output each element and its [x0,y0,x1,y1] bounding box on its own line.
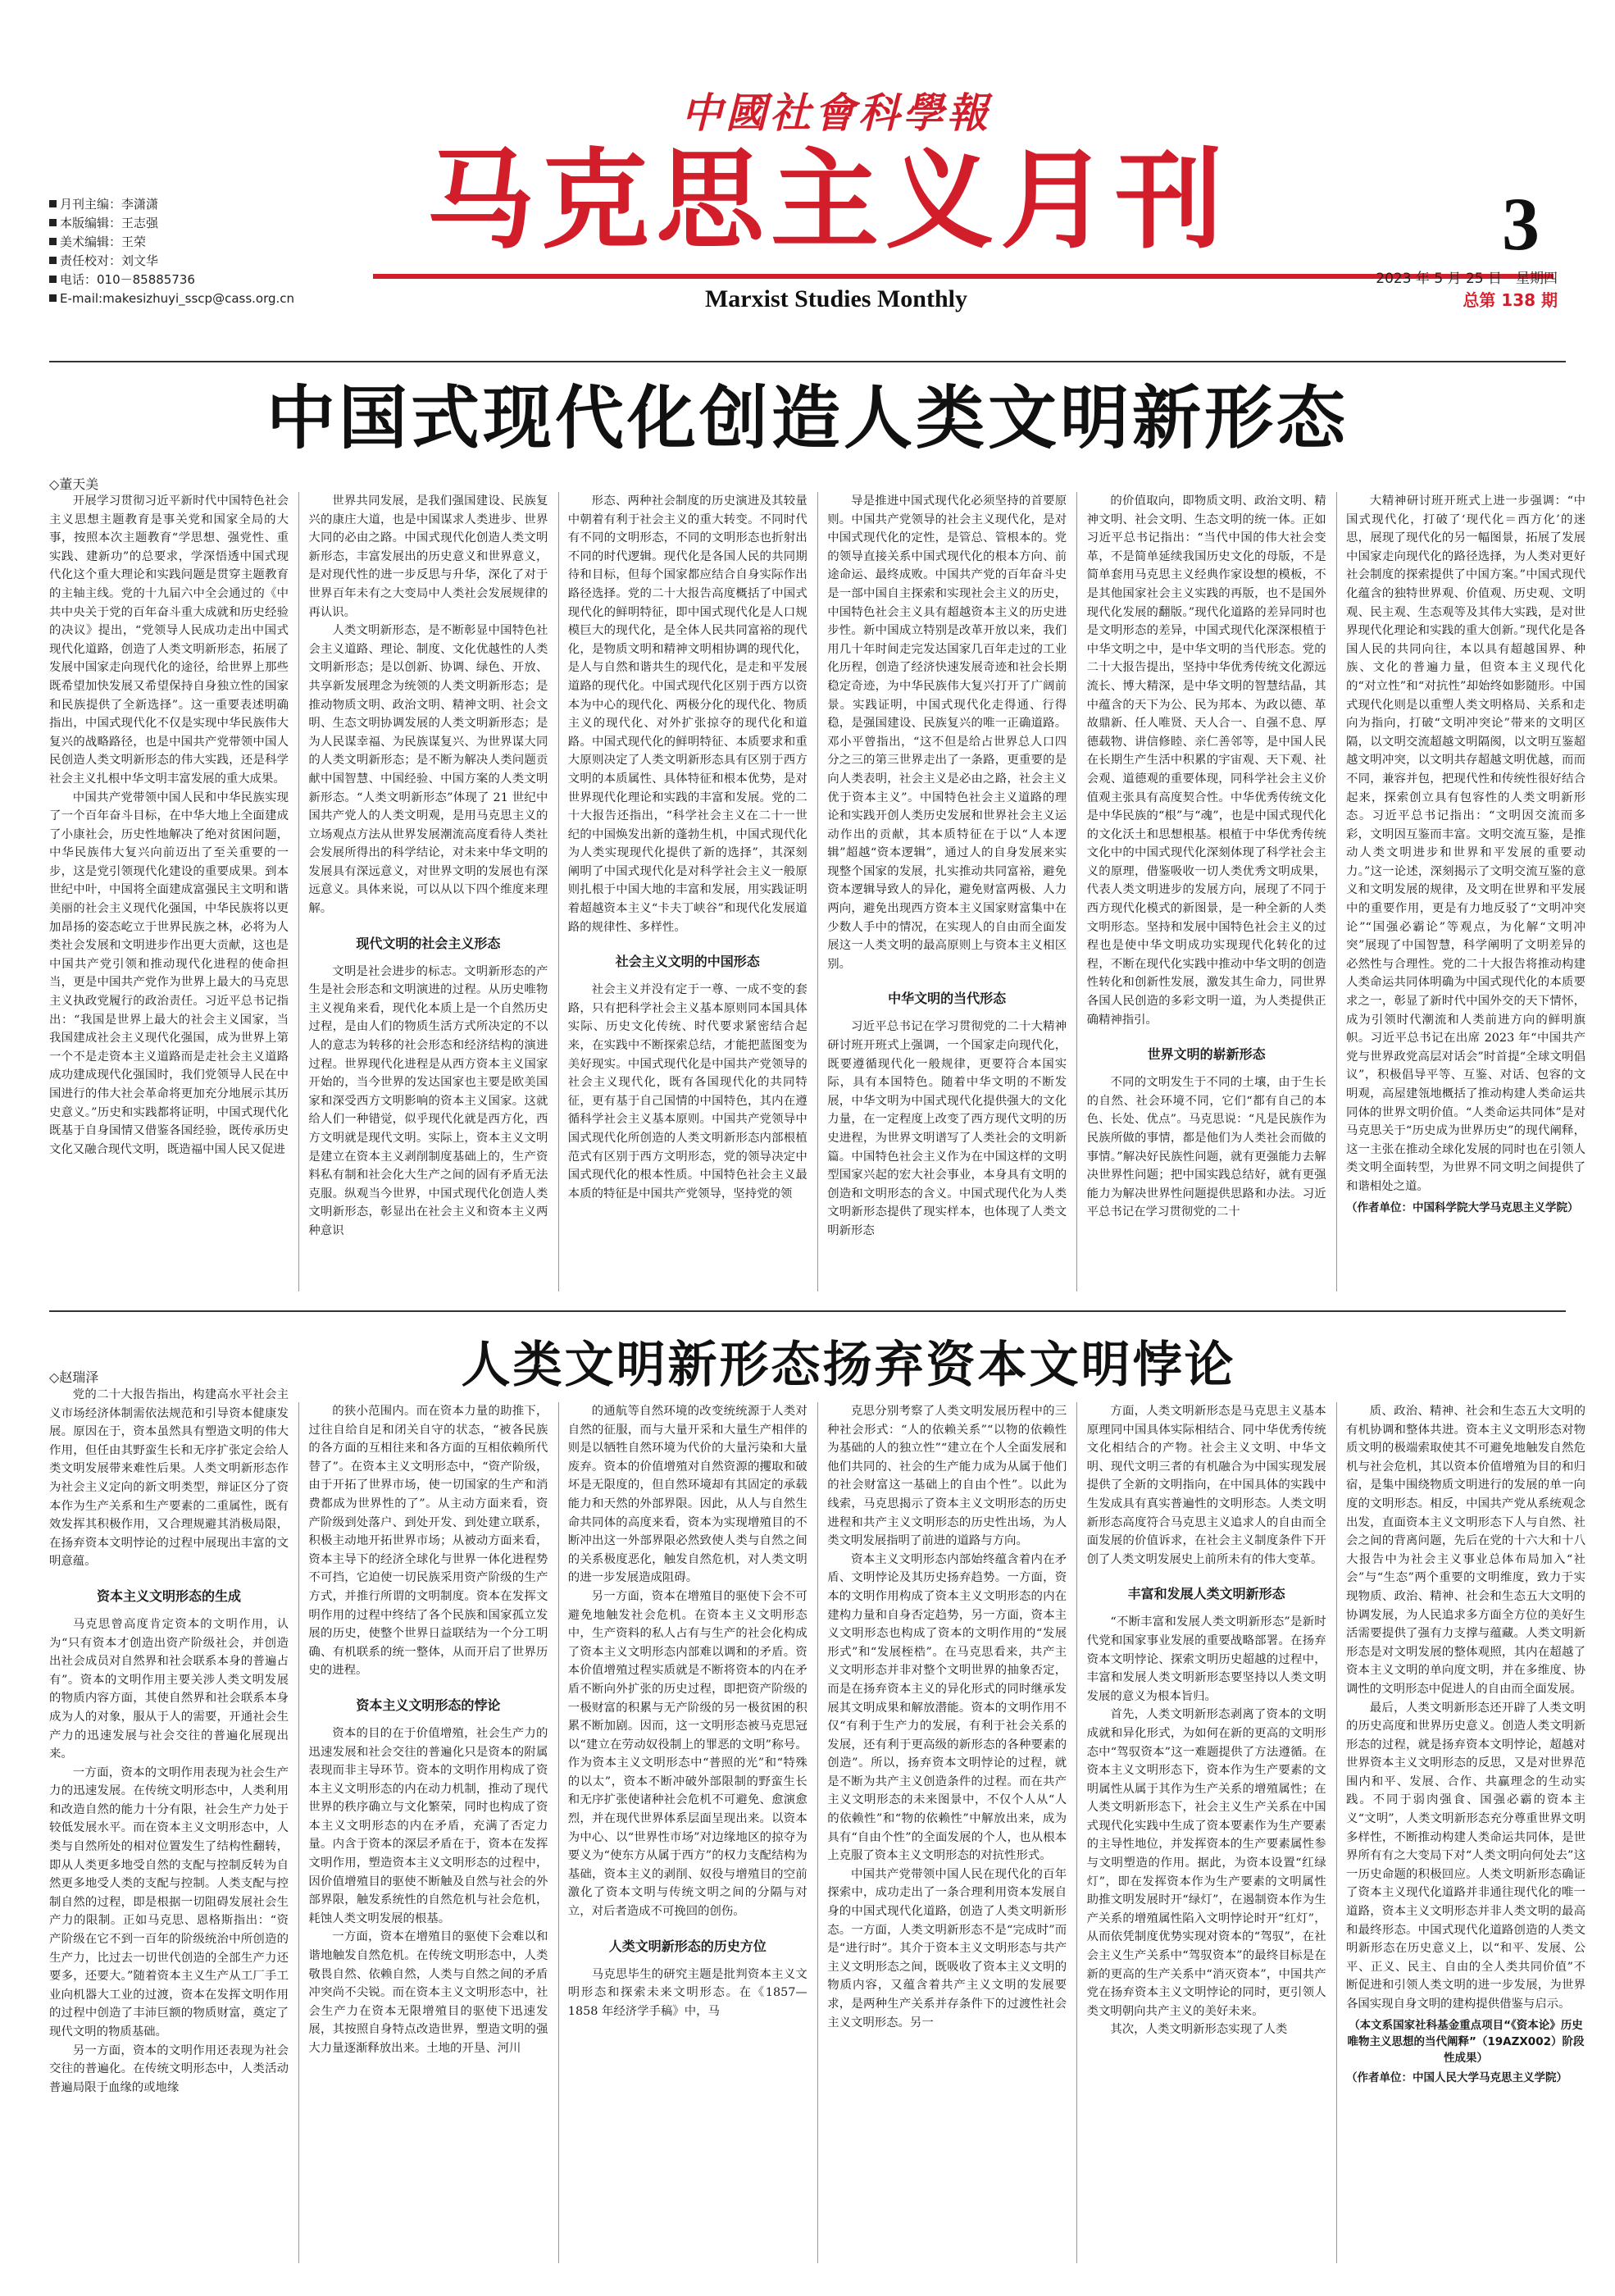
paragraph: 大精神研讨班开班式上进一步强调：“中国式现代化，打破了‘现代化＝西方化’的迷思，展现了现代化的另一幅图景，拓展了发展中国家走向现代化的路径选择，为人类对更好社会制度的探索提供了中国方案。”中国式现代化蕴含的独特世界观、价值观、历史观、文明观、民主观、生态观等及其伟大实践，是对世界现代化理论和实践的重大创新。”现代化是各国人民的共同向往，本以具有超越国界、种族、文化的普遍力量，但资本主义现代化的“对立性”和“对抗性”却始终如影随形。中国式现代化则是以重塑人类文明格局、关系和走向为指向，打破“文明冲突论”带来的文明区隔，以文明交流超越文明隔阂，以文明互鉴超越文明冲突，以文明共存超越文明优越，而而不同，兼容并包，把现代性和传统性很好结合起来，探索创立具有包容性的人类文明新形态。习近平总书记指出：“文明因交流而多彩，文明因互鉴而丰富。文明交流互鉴，是推动人类文明进步和世界和平发展的重要动力。”这一论述，深刻揭示了文明交流互鉴的意义和文明发展的规律，及文明在世界和平发展中的重要作用，更是有力地反驳了“文明冲突论”“国强必霸论”等观点，为化解“文明冲突”展现了中国智慧，科学阐明了文明差异的必然性与合理性。党的二十大报告将推动构建人类命运共同体明确为中国式现代化的本质要求之一，彰显了新时代中国外交的天下情怀，成为引领时代潮流和人类前进方向的鲜明旗帜。习近平总书记在出席 2023 年“中国共产党与世界政党高层对话会”时首提“全球文明倡议”，积极倡导平等、互鉴、对话、包容的文明观，高屋建瓴地概括了推动构建人类命运共同体的世界文明价值。“人类命运共同体”是对马克思关于“历史成为世界历史”的现代阐释，这一主张在推动全球化发展的同时也在引领人类文明全面转型，为世界不同文明之间提供了和谐相处之道。 [1346,494,1585,1193]
staff-art-editor: 美术编辑：王荣 [49,233,361,252]
article2-column [49,1386,289,2247]
section-heading: 现代文明的社会主义形态 [356,935,501,951]
paragraph: 习近平总书记在学习贯彻党的二十大精神研讨班开班式上强调，一个国家走向现代化，既要遵循现代化一般规律，更要符合本国实际，具有本国特色。随着中华文明的不断发展，中华文明为中国式现代化提供强大的文化力量，在一定程度上改变了西方现代文明的历史进程，为世界文明谱写了人类社会的文明新篇。中国特色社会主义作为在中国这样的文明型国家兴起的宏大社会事业，本身具有文明的创造和文明形态的含义。中国式现代化为人类文明新形态提供了现实样本，也体现了人类文明新形态 [827,1020,1067,1237]
paragraph: 马克思毕生的研究主题是批判资本主义文明形态和探索未来文明形态。在《1857—1858 年经济学手稿》中，马 [567,1967,808,2018]
staff-phone: 电话：010－85885736 [49,271,361,289]
paragraph: 质、政治、精神、社会和生态五大文明的有机协调和整体共进。资本主义文明形态对物质文明的极端索取使其不可避免地触发自然危机与社会危机，其以资本价值增殖为目的和归宿，是集中围绕物质文明进行的发展的单一向度的文明形态。相反，中国共产党从系统观念出发，直面资本主义文明形态下人与自然、社会之间的背离问题，先后在党的十六大和十八大报告中为社会主义事业总体布局加入“社会”与“生态”两个重要的文明维度，致力于实现物质、政治、精神、社会和生态五大文明的协调发展，为人民追求多方面全方位的美好生活需要提供了强有力支撑与蕴藏。人类文明新形态是对文明发展的整体观照，其内在超越了资本主义文明的单向度文明，并在多维度、协调性的文明形态中促进人的自由而全面发展。 [1346,1405,1585,1696]
section-heading: 资本主义文明形态的生成 [96,1588,241,1604]
paragraph: “不断丰富和发展人类文明新形态”是新时代党和国家事业发展的重要战略部署。在扬弃资本文明悖论、探索文明历史超越的过程中，丰富和发展人类文明新形态要坚持以人类文明发展的意义为根本旨归。 [1086,1615,1326,1703]
article1-column [1087,492,1326,1292]
section-heading: 中华文明的当代形态 [888,991,1007,1007]
column-rule [817,492,818,1292]
article2-column [827,1402,1067,2263]
article1-column [49,492,289,1292]
supplement-title: 马克思主义月刊 [426,138,1230,264]
publication-date: 2023 年 5 月 25 日 星期四 [1376,271,1558,287]
paragraph: 中国共产党带领中国人民在现代化的百年探索中，成功走出了一条合理利用资本发展自身的中国式现代化道路，创造了人类文明新形态。一方面，人类文明新形态不是“完成时”而是“进行时”。其介于资本主义文明形态与共产主义文明形态之间，既吸收了资本主义文明的物质内容，又蕴含着共产主义文明的发展要求，是两种生产关系并存条件下的过渡性社会主义文明形态。另一 [827,1867,1067,2029]
article2-column [1087,1402,1326,2263]
column-rule [558,1402,559,2263]
article2-column [1346,1402,1585,2263]
article1-column [308,492,548,1292]
paragraph: 文明是社会进步的标志。文明新形态的产生是社会形态和文明演进的过程。从历史唯物主义视角来看，现代化本质上是一个自然历史过程，是由人们的物质生活方式所决定的不以人的意志为转移的社会形态和经济结构的演进过程。世界现代化进程是从西方资本主义国家开始的，当今世界的发达国家也主要是欧美国家和深受西方文明影响的资本主义国家。这就给人们一种错觉，似乎现代化就是西方化，西方文明就是现代文明。实际上，资本主义文明是建立在资本主义剥削制度基础上的，生产资料私有制和社会化大生产之间的固有矛盾无法克服。纵观当今世界，中国式现代化创造人类文明新形态，彰显出在社会主义和资本主义两种意识 [308,964,548,1237]
article2-byline: ◇赵瑞泽 [49,1369,99,1385]
page-number: 3 [1502,182,1540,266]
author-note: （作者单位：中国人民大学马克思主义学院） [1346,2070,1567,2084]
column-rule [1336,492,1337,1292]
square-bullet-icon [49,257,57,264]
paragraph: 马克思曾高度肯定资本的文明作用，认为“只有资本才创造出资产阶级社会，并创造出社会成员对自然界和社会联系本身的普遍占有”。资本的文明作用主要关涉人类文明发展的物质内容方面，其使自然界和社会联系本身成为人的对象，服从于人的需要，开通社会生产力的迅速发展与社会交往的普遍化展现出来。 [49,1617,289,1761]
paragraph: 首先，人类文明新形态剥离了资本的文明成就和异化形式，为如何在新的更高的文明形态中“驾驭资本”这一难题提供了方法遵循。在资本主义文明形态下，资本作为生产要素的文明属性从属于其作为生产关系的增殖属性；在人类文明新形态下，社会主义生产关系在中国式现代化实践中生成了资本要素作为生产要素的主导性地位，并发挥资本的生产要素属性参与文明塑造的作用。据此，为资本设置“红绿灯”，即在发挥资本作为生产要素的文明属性助推文明发展时开“绿灯”，在遏制资本作为生产关系的增殖属性陷入文明悖论时开“红灯”，从而依凭制度优势实现对资本的“驾驭”，在社会主义生产关系中“驾驭资本”的最终目标是在新的更高的生产关系中“消灭资本”，中国共产党在扬弃资本主义文明悖论的同时，更引领人类文明朝向共产主义的美好未来。 [1086,1708,1326,2018]
paragraph: 世界共同发展，是我们强国建设、民族复兴的康庄大道，也是中国谋求人类进步、世界大同的必由之路。中国式现代化创造人类文明新形态，丰富发展出的历史意义和世界意义，是对现代性的进一步反思与升华，深化了对于世界百年未有之大变局中人类社会发展规律的再认识。 [308,494,548,619]
staff-page-editor: 本版编辑：王志强 [49,214,361,233]
staff-proofreader: 责任校对：刘文华 [49,252,361,271]
square-bullet-icon [49,200,57,207]
square-bullet-icon [49,276,57,283]
paragraph: 开展学习贯彻习近平新时代中国特色社会主义思想主题教育是事关党和国家全局的大事，按照本次主题教育“学思想、强党性、重实践、建新功”的总要求，学深悟透中国式现代化这个重大理论和实践问题是贯穿主题教育的主轴主线。党的十九届六中全会通过的《中共中央关于党的百年奋斗重大成就和历史经验的决议》提出，“党领导人民成功走出中国式现代化道路，创造了人类文明新形态，拓展了发展中国家走向现代化的途径，给世界上那些既希望加快发展又希望保持自身独立性的国家和民族提供了全新选择”。这一重要表述明确指出，中国式现代化不仅是实现中华民族伟大复兴的战略路径，也是中国共产党带领中国人民创造人类文明新形态的伟大实践，还是科学社会主义扎根中华文明丰富发展的重大成果。 [49,494,289,786]
article2-headline: 人类文明新形态扬弃资本文明悖论 [461,1337,1236,1394]
section-heading: 丰富和发展人类文明新形态 [1127,1586,1285,1602]
paragraph: 的价值取向，即物质文明、政治文明、精神文明、社会文明、生态文明的统一体。正如习近平总书记指出：“当代中国的伟大社会变革，不是简单延续我国历史文化的母版，不是简单套用马克思主义经典作家设想的模板，不是其他国家社会主义实践的再版，也不是国外现代化发展的翻版。”现代化道路的差异同时也是文明形态的差异，中国式现代化深深根植于中华文明之中，是中华文明的当代形态。党的二十大报告提出，坚持中华优秀传统文化源远流长、博大精深，是中华文明的智慧结晶，其中蕴含的天下为公、民为邦本、为政以德、革故鼎新、任人唯贤、天人合一、自强不息、厚德载物、讲信修睦、亲仁善邻等，是中国人民在长期生产生活中积累的宇宙观、天下观、社会观、道德观的重要体现，同科学社会主义价值观主张具有高度契合性。中华优秀传统文化是中华民族的“根”与“魂”，也是中国式现代化的文化沃土和思想根基。根植于中华优秀传统文化中的中国式现代化深刻体现了科学社会主义的原理，借鉴吸收一切人类优秀文明成果，代表人类文明进步的发展方向，展现了不同于西方现代化模式的新图景，是一种全新的人类文明形态。坚持和发展中国特色社会主义的过程也是使中华文明成功实现现代化转化的过程，不断在现代化实践中推动中华文明的创造性转化和创新性发展，激发其生命力，同世界各国人民创造的多彩文明一道，为人类提供正确精神指引。 [1086,494,1326,1027]
column-rule [1076,1402,1077,2263]
article1-headline: 中国式现代化创造人类文明新形态 [266,378,1349,458]
paragraph: 克思分别考察了人类文明发展历程中的三种社会形式：“人的依赖关系”“以物的依赖性为基础的人的独立性”“建立在个人全面发展和他们共同的、社会的生产能力成为从属于他们的社会财富这一基础上的自由个性”。以此为线索，马克思揭示了资本主义文明形态的历史进程和共产主义文明形态的历史性出场，为人类文明发展指明了前进的道路与方向。 [827,1405,1067,1548]
square-bullet-icon [49,219,57,226]
paragraph: 人类文明新形态，是不断彰显中国特色社会主义道路、理论、制度、文化优越性的人类文明新形态；是以创新、协调、绿色、开放、共享新发展理念为统领的人类文明新形态；是推动物质文明、政治文明、精神文明、社会文明、生态文明协调发展的人类文明新形态；是为人民谋幸福、为民族谋复兴、为世界谋大同的人类文明新形态；是不断为解决人类问题贡献中国智慧、中国经验、中国方案的人类文明新形态。“人类文明新形态”体现了 21 世纪中国共产党人的人类文明观，是用马克思主义的立场观点方法从世界发展潮流高度看待人类社会发展所得出的科学结论，对未来中华文明的发展具有深远意义，对世界文明的发展也有深远意义。具体来说，可以从以下四个维度来理解。 [308,624,548,916]
paragraph: 资本主义文明形态内部始终蕴含着内在矛盾、文明悖论及其历史扬弃趋势。一方面，资本的文明作用构成了资本主义文明形态的内在建构力量和自身否定趋势，另一方面，资本主义文明形态也构成了资本的文明作用的“发展形式”和“发展桎梏”。在马克思看来，共产主义文明形态并非对整个文明世界的抽象否定，而是在扬弃资本主义的异化形式的同时继承发展其文明成果和解放潜能。资本的文明作用不仅“有利于生产力的发展，有利于社会关系的发展，还有利于更高级的新形态的各种要素的创造”。所以，扬弃资本文明悖论的过程，就是不断为共产主义创造条件的过程。而在共产主义文明形态的未来图景中，不仅个人从“人的依赖性”和“物的依赖性”中解放出来，成为具有“自由个性”的全面发展的个人，也从根本上克服了资本主义文明形态的对抗性形式。 [827,1552,1067,1863]
paragraph: 的狭小范围内。而在资本力量的助推下，过往自给自足和闭关自守的状态，“被各民族的各方面的互相往来和各方面的互相依赖所代替了”。在资本主义文明形态中，“资产阶级，由于开拓了世界市场，使一切国家的生产和消费都成为世界性的了”。从主动方面来看，资产阶级到处落户、到处开发、到处建立联系，积极主动地开拓世界市场；从被动方面来看，资本主导下的经济全球化与世界一体化进程势不可挡，它迫使一切民族采用资产阶级的生产方式，并推行所谓的文明制度。资本在发挥文明作用的过程中终结了各个民族和国家孤立发展的历史，使整个世界日益联结为一个分工明确、有机联系的统一整体，从而开启了世界历史的进程。 [308,1405,548,1678]
section-heading: 人类文明新形态的历史方位 [608,1938,767,1954]
article1-column [568,492,808,1292]
paragraph: 党的二十大报告指出，构建高水平社会主义市场经济体制需依法规范和引导资本健康发展。原因在于，资本虽然具有塑造文明的伟大作用，但任由其野蛮生长和无序扩张定会给人类文明发展带来难性后果。人类文明新形态作为社会主义定向的新文明类型，辩证区分了资本作为生产关系和生产要素的二重属性，既有效发挥其积极作用，又合理规避其消极局限，在扬弃资本文明悖论的过程中展现出丰富的文明意蕴。 [49,1388,289,1569]
english-title: Marxist Studies Monthly [704,285,967,312]
paragraph: 形态、两种社会制度的历史演进及其较量中朝着有利于社会主义的重大转变。不同时代有不同的文明形态，不同的文明形态也折射出不同的时代逻辑。现代化是各国人民的共同期待和目标，但每个国家都应结合自身实际作出路径选择。党的二十大报告高度概括了中国式现代化的鲜明特征，即中国式现代化是人口规模巨大的现代化，是全体人民共同富裕的现代化，是物质文明和精神文明相协调的现代化，是人与自然和谐共生的现代化，是走和平发展道路的现代化。中国式现代化区别于西方以资本为中心的现代化、两极分化的现代化、物质主义的现代化、对外扩张掠夺的现代化和道路。中国式现代化的鲜明特征、本质要求和重大原则决定了人类文明新形态具有区别于西方文明的本质属性、具体特征和根本优势，是对世界现代化理论和实践的丰富和发展。党的二十大报告还指出，“科学社会主义在二十一世纪的中国焕发出新的蓬勃生机，中国式现代化为人类实现现代化提供了新的选择”，其深刻阐明了中国式现代化是对科学社会主义一般原则扎根于中国大地的丰富和发展，用实践证明着超越资本主义“卡夫丁峡谷”和现代化发展道路的规律性、多样性。 [567,494,808,934]
staff-info [49,195,361,308]
paragraph: 不同的文明发生于不同的土壤，由于生长的自然、社会环境不同，它们“都有自己的本色、长处、优点”。马克思说：“凡是民族作为民族所做的事情，都是他们为人类社会而做的事情。”解决好民族性问题，就有更强能力去解决世界性问题；把中国实践总结好，就有更强能力为解决世界性问题提供思路和办法。习近平总书记在学习贯彻党的二十 [1086,1076,1326,1219]
square-bullet-icon [49,294,57,302]
author-note: （作者单位：中国科学院大学马克思主义学院） [1346,1200,1579,1214]
staff-editor-in-chief: 月刊主编：李潇潇 [49,195,361,214]
paragraph: 中国共产党带领中国人民和中华民族实现了一个百年奋斗目标，在中华大地上全面建成了小康社会，历史性地解决了绝对贫困问题，中华民族伟大复兴向前迈出了至关重要的一步，这是党引领现代化建设的重要成果。到本世纪中叶，中国将全面建成富强民主文明和谐美丽的社会主义现代化强国，中华民族将以更加昂扬的姿态屹立于世界民族之林，必将为人类社会发展和文明进步作出更大贡献，这也是中国共产党引领和推动现代化进程的使命担当，更是中国共产党作为世界上最大的马克思主义执政党履行的政治责任。习近平总书记指出：“我国是世界上最大的社会主义国家，当我国建成社会主义现代化强国，成为世界上第一个不是走资本主义道路而是走社会主义道路成功建成现代化强国时，我们党领导人民在中国进行的伟大社会革命将更加充分地展示其历史意义。”历史和实践都将证明，中国式现代化既基于自身国情又借鉴各国经验，既传承历史文化又融合现代文明，既造福中国人民又促进 [49,790,289,1156]
square-bullet-icon [49,238,57,245]
paragraph: 其次，人类文明新形态实现了人类 [1110,2023,1288,2037]
section-heading: 社会主义文明的中国形态 [615,954,760,970]
article1-byline: ◇董天美 [49,476,99,492]
column-rule [298,492,299,1292]
column-rule [1076,492,1077,1292]
column-rule [298,1402,299,2263]
article-top-rule [49,361,1566,362]
column-rule [817,1402,818,2263]
article2-column [308,1402,548,2263]
article2-column [568,1402,808,2263]
paragraph: 一方面，资本在增殖目的驱使下会难以和谐地触发自然危机。在传统文明形态中，人类敬畏自然、依赖自然，人类与自然之间的矛盾冲突尚不尖锐。而在资本主义文明形态中，社会生产力在资本无限增殖目的驱使下迅速发展，其按照自身特点改造世界，塑造文明的强大力量逐渐释放出来。土地的开垦、河川 [308,1930,548,2055]
paragraph: 一方面，资本的文明作用表现为社会生产力的迅速发展。在传统文明形态中，人类利用和改造自然的能力十分有限，社会生产力处于较低发展水平。而在资本主义文明形态中，人类与自然所处的相对位置发生了结构性翻转，即从人类更多地受自然的支配与控制反转为自然更多地受人类的支配与控制。人类支配与控制自然的过程，即是根据一切阻碍发展社会生产力的限制。正如马克思、恩格斯指出：“资产阶级在它不到一百年的阶级统治中所创造的生产力，比过去一切世代创造的全部生产力还要多，还要大。”随着资本主义生产从工厂手工业向机器大工业的过渡，资本在发挥文明作用的过程中创造了丰沛巨额的物质财富，奠定了现代文明的物质基础。 [49,1765,289,2039]
author-note: （本文系国家社科基金重点项目“《资本论》历史唯物主义思想的当代阐释”（19AZX002）阶段性成果） [1347,2018,1585,2065]
paragraph: 资本的目的在于价值增殖，社会生产力的迅速发展和社会交往的普遍化只是资本的附属表现而非主导环节。资本的文明作用构成了资本主义文明形态的内在动力机制，推动了现代世界的秩序确立与文化繁荣，同时也构成了资本主义文明形态的内在矛盾，充满了否定力量。内含于资本的深层矛盾在于，资本在发挥文明作用，塑造资本主义文明形态的过程中，因价值增殖目的驱使不断触及自然与社会的外部界限，触发系统性的自然危机与社会危机，耗蚀人类文明发展的根基。 [308,1726,548,1925]
paragraph: 另一方面，资本的文明作用还表现为社会交往的普遍化。在传统文明形态中，人类活动普遍局限于血缘的或地缘 [49,2043,289,2094]
section-heading: 资本主义文明形态的悖论 [356,1697,501,1713]
article1-column [827,492,1067,1292]
masthead [0,0,1615,324]
paragraph: 社会主义并没有定于一尊、一成不变的套路，只有把科学社会主义基本原则同本国具体实际、历史文化传统、时代要求紧密结合起来，在实践中不断探索总结，才能把蓝图变为美好现实。中国式现代化是中国共产党领导的社会主义现代化，既有各国现代化的共同特征，更有基于自己国情的中国特色，其内在遵循科学社会主义基本原则。中国共产党领导中国式现代化所创造的人类文明新形态内部根植范式有区别于西方文明形态，党的领导决定中国式现代化的根本性质。中国特色社会主义最本质的特征是中国共产党领导，坚持党的领 [567,983,808,1200]
paragraph: 方面，人类文明新形态是马克思主义基本原理同中国具体实际相结合、同中华优秀传统文化相结合的产物。社会主义文明、中华文明、现代文明三者的有机融合为中国实现发展提供了全新的文明指向，在中国具体的实践中生发成具有真实普遍性的文明形态。人类文明新形态高度符合马克思主义追求人的自由而全面发展的价值诉求，在社会主义制度条件下开创了人类文明发展史上前所未有的伟大变革。 [1086,1405,1326,1566]
article1-column [1346,492,1585,1292]
paragraph: 导是推进中国式现代化必须坚持的首要原则。中国共产党领导的社会主义现代化，是对中国式现代化的定性，是管总、管根本的。党的领导直接关系中国式现代化的根本方向、前途命运、最终成败。中国共产党的百年奋斗史是一部中国自主探索和实现社会主义的历史，中国特色社会主义具有超越资本主义的历史进步性。新中国成立特别是改革开放以来，我们用几十年时间走完发达国家几百年走过的工业化历程，创造了经济快速发展奇迹和社会长期稳定奇迹，为中华民族伟大复兴打开了广阔前景。实践证明，中国式现代化走得通、行得稳，是强国建设、民族复兴的唯一正确道路。邓小平曾指出，“这不但是给占世界总人口四分之三的第三世界走出了一条路，更重要的是向人类表明，社会主义是必由之路，社会主义优于资本主义”。中国特色社会主义道路的理论和实践开创人类历史发展和世界社会主义运动作出的贡献，其本质特征在于以“人本逻辑”超越“资本逻辑”，通过人的自身发展来实现整个国家的发展，扎实推动共同富裕，避免资本逻辑导致人的异化，避免财富两极、人力两向，避免出现西方资本主义国家财富集中在少数人手中的情况，在实现人的自由而全面发展这一人类文明的最高原则上与资本主义相区别。 [827,494,1067,971]
article-separator-rule [49,1310,1566,1312]
staff-email: E-mail:makesizhuyi_sscp@cass.org.cn [49,289,361,308]
paragraph: 的通航等自然环境的改变统统源于人类对自然的征服，而与大量开采和大量生产相伴的则是以牺牲自然环境为代价的大量污染和大量废弃。资本的价值增殖对自然资源的攫取和破坏是无限度的，但自然环境却有其固定的承载能力和天然的外部界限。因此，从人与自然生命共同体的高度来看，资本为实现增殖目的不断冲出这一外部界限必然致使人类与自然之间的关系极度恶化，触发自然危机，对人类文明的进一步发展造成阻碍。 [567,1405,808,1585]
paragraph: 另一方面，资本在增殖目的驱使下会不可避免地触发社会危机。在资本主义文明形态中，生产资料的私人占有与生产的社会化构成了资本主义文明形态内部难以调和的矛盾。资本价值增殖过程实质就是不断将资本的内在矛盾不断向外扩张的历史过程，即把资产阶级的一极财富的积累与无产阶级的另一极贫困的积累不断加剧。因而，这一文明形态被马克思冠以“建立在劳动奴役制上的罪恶的文明”称号。作为资本主义文明形态中“普照的光”和“特殊的以太”，资本不断冲破外部限制的野蛮生长和无序扩张使诸种社会危机不可避免、愈演愈烈，并在现代世界体系层面呈现出来。以资本为中心、以“世界性市场”对边缘地区的掠夺为要义为“使东方从属于西方”的权力支配结构为基础，资本主义的剥削、奴役与增殖目的空前激化了资本文明与传统文明之间的分隔与对立，对后者造成不可挽回的创伤。 [567,1589,808,1919]
section-heading: 世界文明的崭新形态 [1147,1046,1266,1063]
column-rule [558,492,559,1292]
issue-total: 总第 138 期 [1463,290,1558,310]
column-rule [1336,1402,1337,2263]
newspaper-logo: 中國社會科學報 [681,89,991,137]
paragraph: 最后，人类文明新形态还开辟了人类文明的历史高度和世界历史意义。创造人类文明新形态的过程，就是扬弃资本文明悖论，超越对世界资本主义文明形态的反思，又是对世界范围内和平、发展、合作、共赢理念的生动实践。不同于弱肉强食、国强必霸的资本主义“文明”，人类文明新形态充分尊重世界文明多样性，不断推动构建人类命运共同体，是世界所有有之大变局下对“人类文明向何处去”这一历史命题的积极回应。人类文明新形态确证了资本主义现代化道路并非通往现代化的唯一道路，资本主义文明形态并非人类文明的最高和最终形态。中国式现代化道路创造的人类文明新形态在历史意义上，以“和平、发展、公平、正义、民主、自由的全人类共同价值”不断促进和引领人类文明的进一步发展，为世界各国实现自身文明的建构提供借鉴与启示。 [1346,1701,1585,2011]
